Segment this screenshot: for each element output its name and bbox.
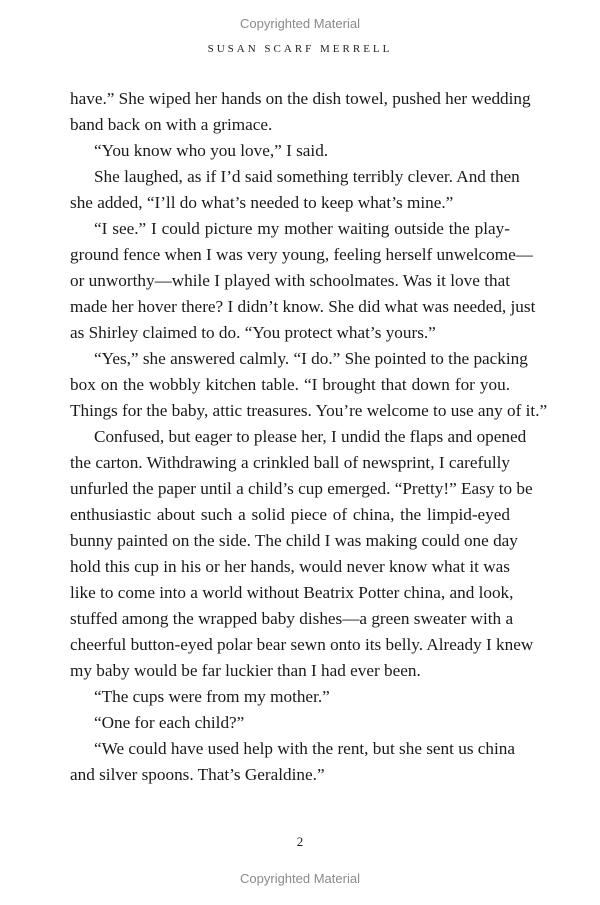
body-text xyxy=(70,86,548,788)
page-number: 2 xyxy=(296,834,304,849)
text-line: she added, “I’ll do what’s needed to keep what’s mine.” xyxy=(70,193,454,212)
copyright-watermark-bottom: Copyrighted Material xyxy=(240,871,360,886)
text-line: bunny painted on the side. The child I was making could one day xyxy=(70,531,518,550)
text-line: “Yes,” she answered calmly. “I do.” She pointed to the packing xyxy=(94,349,528,368)
text-line: Things for the baby, attic treasures. You’re welcome to use any of it.” xyxy=(70,401,548,420)
text-line: “One for each child?” xyxy=(94,713,245,732)
text-line: my baby would be far luckier than I had ever been. xyxy=(70,661,421,680)
text-line: unfurled the paper until a child’s cup emerged. “Pretty!” Easy to be xyxy=(70,479,533,498)
text-line: hold this cup in his or her hands, would never know what it was xyxy=(70,557,510,576)
text-line: enthusiastic about such a solid piece of china, the limpid-eyed xyxy=(70,505,510,524)
text-line: the carton. Withdrawing a crinkled ball of newsprint, I carefully xyxy=(70,453,510,472)
text-line: band back on with a grimace. xyxy=(70,115,273,134)
text-line: box on the wobbly kitchen table. “I brought that down for you. xyxy=(70,375,510,394)
text-line: “You know who you love,” I said. xyxy=(94,141,329,160)
text-line: Confused, but eager to please her, I undid the flaps and opened xyxy=(94,427,527,446)
text-line: stuffed among the wrapped baby dishes—a green sweater with a xyxy=(70,609,514,628)
text-line: have.” She wiped her hands on the dish towel, pushed her wedding xyxy=(70,89,531,108)
text-line: as Shirley claimed to do. “You protect what’s yours.” xyxy=(70,323,436,342)
text-line: and silver spoons. That’s Geraldine.” xyxy=(70,765,325,784)
text-line: made her hover there? I didn’t know. She did what was needed, just xyxy=(70,297,536,316)
text-line: “The cups were from my mother.” xyxy=(94,687,330,706)
text-line: “We could have used help with the rent, but she sent us china xyxy=(94,739,516,758)
text-line: “I see.” I could picture my mother waiting outside the play- xyxy=(94,219,510,238)
text-line: She laughed, as if I’d said something terribly clever. And then xyxy=(94,167,520,186)
copyright-watermark-top: Copyrighted Material xyxy=(240,16,360,31)
text-line: or unworthy—while I played with schoolmates. Was it love that xyxy=(70,271,510,290)
text-line: like to come into a world without Beatrix Potter china, and look, xyxy=(70,583,514,602)
text-line: cheerful button-eyed polar bear sewn onto its belly. Already I knew xyxy=(70,635,534,654)
text-line: ground fence when I was very young, feeling herself unwelcome— xyxy=(70,245,533,264)
running-head: SUSAN SCARF MERRELL xyxy=(207,43,393,55)
